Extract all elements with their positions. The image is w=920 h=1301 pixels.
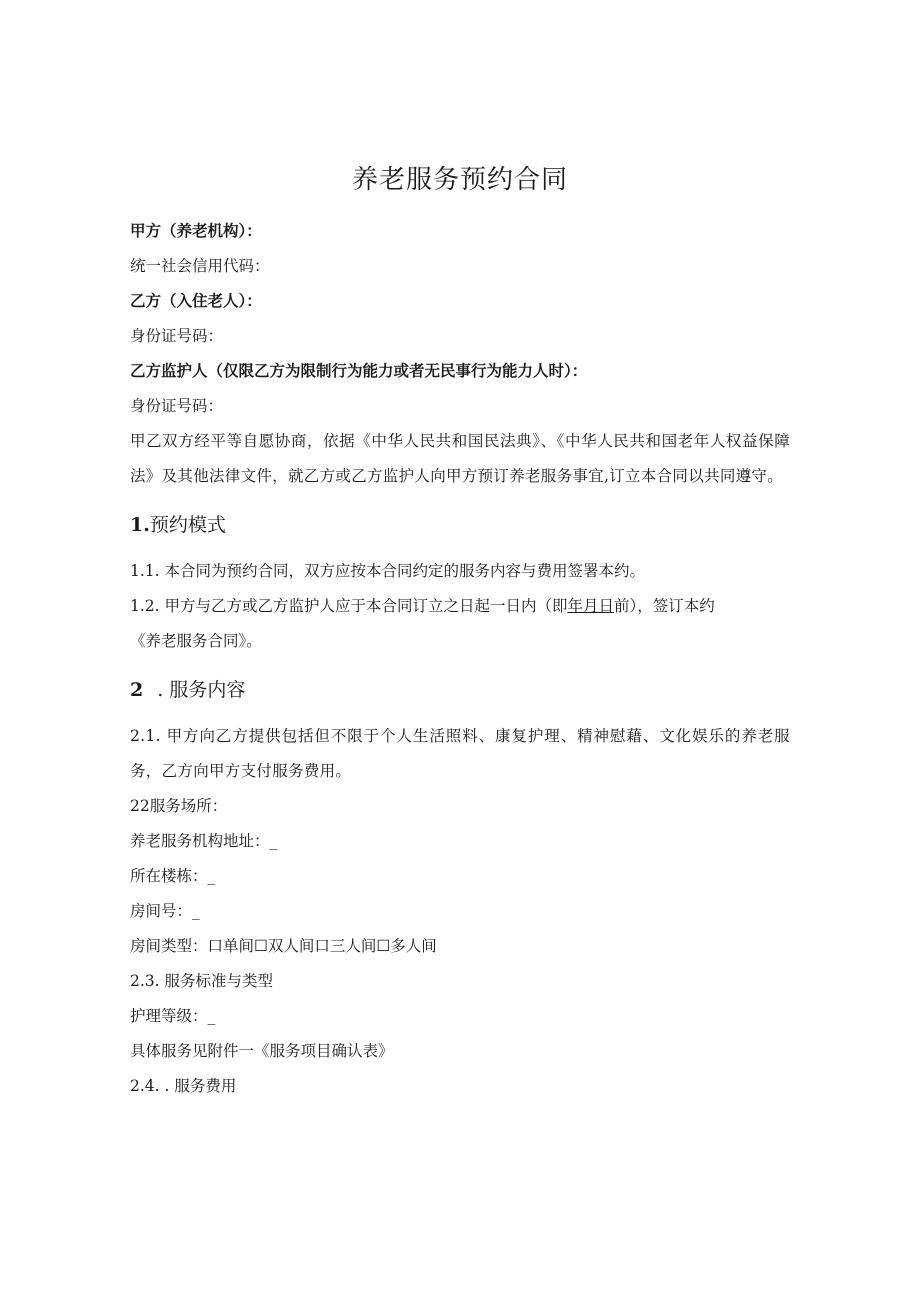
clause-1-2-prefix: 1.2. 甲方与乙方或乙方监护人应于本合同订立之日起一日内（即 [130, 597, 568, 615]
section-1-number: 1. [130, 514, 150, 536]
clause-2-1: 2.1. 甲方向乙方提供包括但不限于个人生活照料、康复护理、精神慰藉、文化娱乐的养老服务，乙方向甲方支付服务费用。 [130, 727, 790, 780]
building-field: 所在楼栋：_ [130, 867, 216, 885]
clause-1-2-date: 年月日 [567, 597, 615, 615]
clause-2-2: 22服务场所： [130, 797, 228, 815]
clause-1-2-continued: 《养老服务合同》。 [130, 632, 262, 650]
section-2-number: 2 [130, 679, 144, 701]
section-2-heading [130, 675, 790, 705]
section-2-title: . 服务内容 [157, 679, 246, 701]
party-b-label: 乙方（入住老人）： [130, 292, 262, 310]
preamble-paragraph: 甲乙双方经平等自愿协商，依据《中华人民共和国民法典》、《中华人民共和国老年人权益保障法》及其他法律文件，就乙方或乙方监护人向甲方预订养老服务事宜,订立本合同以共同遵守。 [130, 432, 790, 485]
party-b-id-label: 身份证号码： [130, 327, 224, 345]
clause-2-3: 2.3. 服务标准与类型 [130, 972, 274, 990]
care-level-field: 护理等级：_ [130, 1007, 216, 1025]
address-field: 养老服务机构地址：_ [130, 832, 278, 850]
clause-1-1: 1.1. 本合同为预约合同，双方应按本合同约定的服务内容与费用签署本约。 [130, 562, 646, 580]
clause-1-2-suffix: 前），签订本约 [614, 597, 715, 615]
clause-2-4: 2.4. . 服务费用 [130, 1077, 237, 1095]
document-title: 养老服务预约合同 [351, 165, 568, 195]
room-number-field: 房间号：_ [130, 902, 200, 920]
section-1-title: 预约模式 [149, 514, 226, 536]
guardian-label: 乙方监护人（仅限乙方为限制行为能力或者无民事行为能力人时）： [130, 362, 588, 380]
room-type-field: 房间类型：口单间☐双人间口三人间☐多人间 [130, 937, 437, 955]
party-a-label: 甲方（养老机构）： [130, 222, 262, 240]
service-reference: 具体服务见附件一《服务项目确认表》 [130, 1042, 394, 1060]
credit-code-label: 统一社会信用代码： [130, 257, 270, 275]
guardian-id-label: 身份证号码： [130, 397, 224, 415]
section-1-heading [130, 510, 790, 540]
clause-1-2 [130, 589, 790, 624]
document-content [130, 160, 790, 1104]
